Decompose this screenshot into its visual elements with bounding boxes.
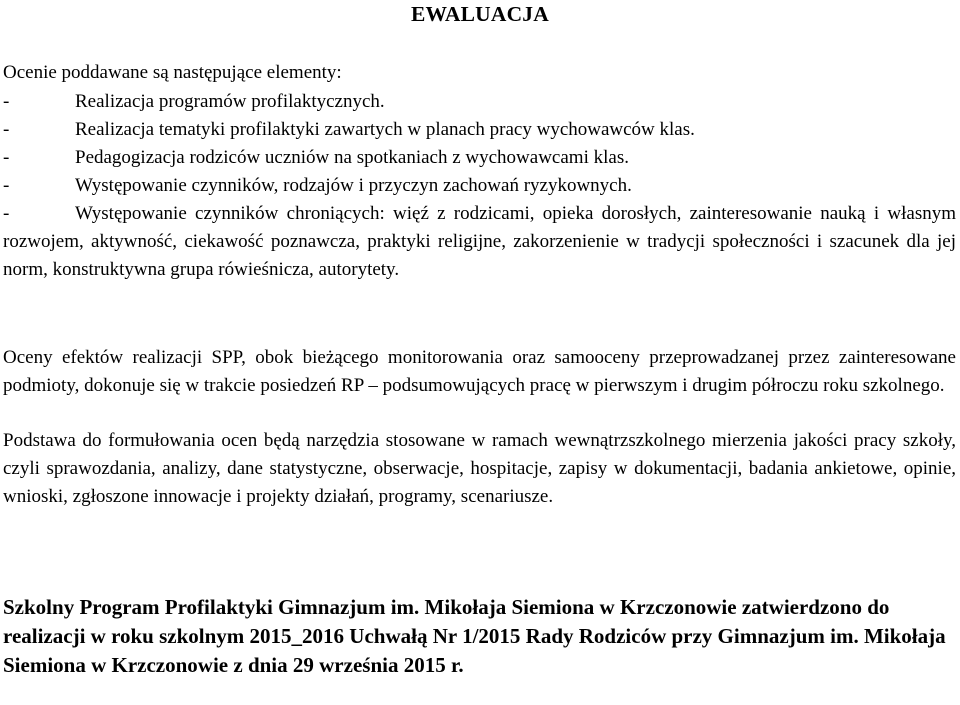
- list-dash: -: [3, 175, 10, 196]
- list-item-text: Występowanie czynników chroniących: więź z rodzicami, opieka dorosłych, zainteresowanie nauką i własnym rozwojem, aktywność, ciekawość poznawcza, praktyki religijne, zakorzenienie w tradycji społeczności i szacunek dla jej norm, konstruktywna grupa rówieśnicza, autorytety.: [3, 203, 956, 280]
- list-dash: -: [3, 119, 10, 140]
- list-item: [3, 88, 956, 116]
- list-dash: -: [3, 147, 10, 168]
- list-dash: -: [3, 203, 10, 224]
- list-item-text: Realizacja tematyki profilaktyki zawartych w planach pracy wychowawców klas.: [75, 119, 695, 140]
- list-item-text: Realizacja programów profilaktycznych.: [75, 91, 385, 112]
- list-item: [3, 116, 956, 144]
- list-item: [3, 200, 956, 284]
- evaluation-paragraph: Oceny efektów realizacji SPP, obok bieżącego monitorowania oraz samooceny przeprowadzanej przez zainteresowane podmioty, dokonuje się w trakcie posiedzeń RP – podsumowujących pracę w pierwszym i drugim półroczu roku szkolnego.: [3, 347, 956, 396]
- approval-statement: Szkolny Program Profilaktyki Gimnazjum im. Mikołaja Siemiona w Krzczonowie zatwierdzono do realizacji w roku szkolnym 2015_2016 Uchwałą Nr 1/2015 Rady Rodziców przy Gimnazjum im. Mikołaja Siemiona w Krzczonowie z dnia 29 września 2015 r.: [3, 595, 946, 677]
- list-item: [3, 172, 956, 200]
- list-item-text: Występowanie czynników, rodzajów i przyczyn zachowań ryzykownych.: [75, 175, 632, 196]
- list-dash: -: [3, 91, 10, 112]
- assessment-basis-paragraph: Podstawa do formułowania ocen będą narzędzia stosowane w ramach wewnątrzszkolnego mierzenia jakości pracy szkoły, czyli sprawozdania, analizy, dane statystyczne, obserwacje, hospitacje, zapisy w dokumentacji, badania ankietowe, opinie, wnioski, zgłoszone innowacje i projekty działań, programy, scenariusze.: [3, 430, 956, 507]
- list-item: [3, 144, 956, 172]
- evaluation-elements-list: [3, 88, 956, 284]
- intro-text: Ocenie poddawane są następujące elementy:: [3, 62, 342, 83]
- list-item-text: Pedagogizacja rodziców uczniów na spotkaniach z wychowawcami klas.: [75, 147, 629, 168]
- page-title: EWALUACJA: [411, 2, 549, 26]
